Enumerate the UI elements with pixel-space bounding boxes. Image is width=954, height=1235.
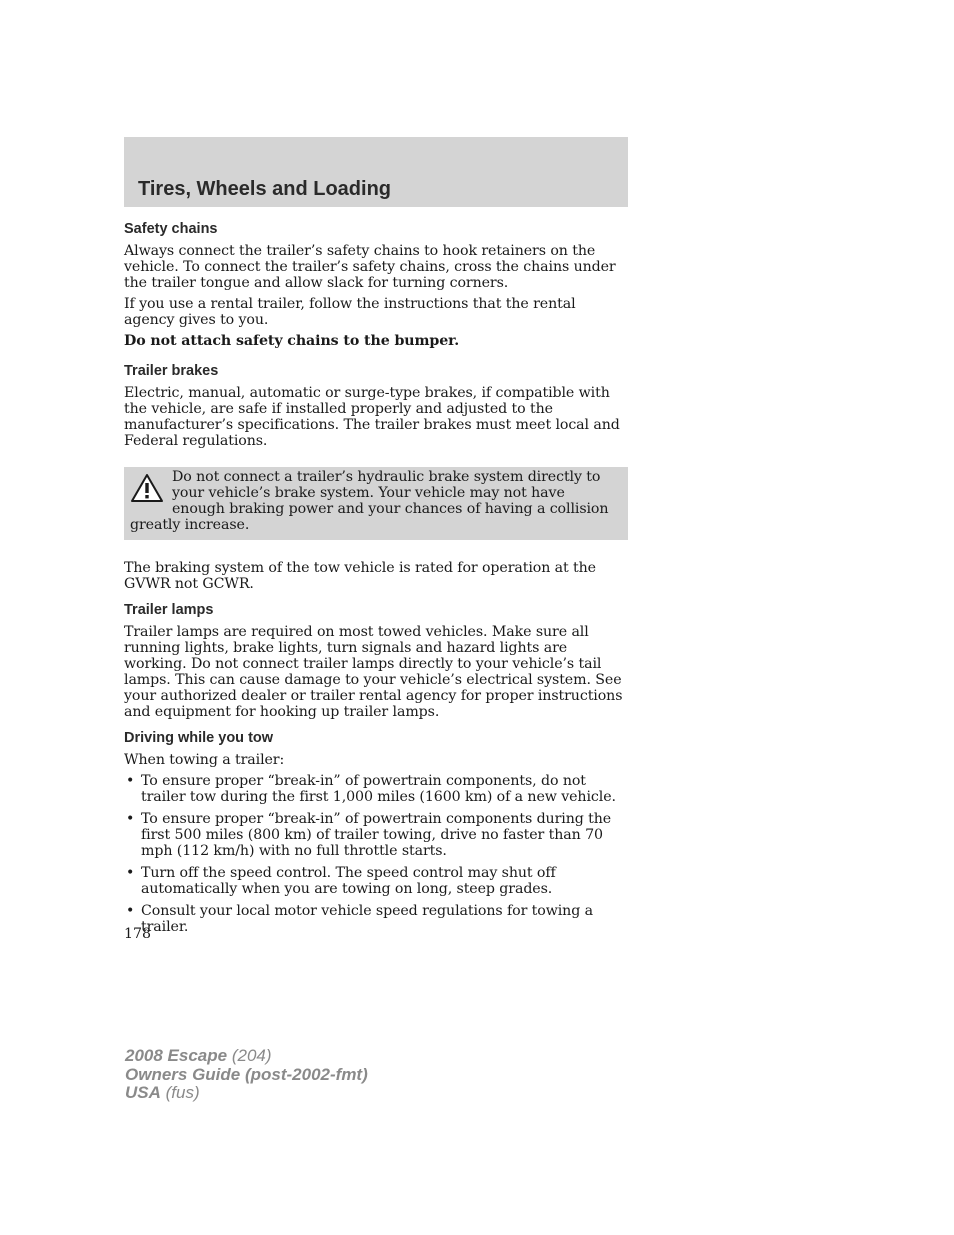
footer-line-market: USA (fus) xyxy=(125,1083,200,1102)
heading-safety-chains: Safety chains xyxy=(124,221,218,237)
bullet-glyph: • xyxy=(126,773,135,789)
paragraph: Electric, manual, automatic or surge-type brakes, if compatible with the vehicle, are safe if installed properly and adjusted to the manufacturer’s specifications. The trailer brakes must meet local and Federal regulations. xyxy=(124,385,620,449)
bullet-glyph: • xyxy=(126,903,135,919)
heading-driving-while-you-tow: Driving while you tow xyxy=(124,730,274,746)
paragraph: If you use a rental trailer, follow the instructions that the rental agency gives to you. xyxy=(124,296,576,328)
footer-line-guide: Owners Guide (post-2002-fmt) xyxy=(125,1064,368,1084)
bullet-list xyxy=(124,773,628,935)
section-header-band xyxy=(124,137,628,207)
list-item: • Consult your local motor vehicle speed regulations for towing a trailer. xyxy=(126,903,593,935)
warning-triangle-icon xyxy=(130,473,164,503)
heading-trailer-lamps: Trailer lamps xyxy=(124,602,214,618)
page-number: 178 xyxy=(124,926,152,942)
page-title: Tires, Wheels and Loading xyxy=(138,178,392,200)
bullet-glyph: • xyxy=(126,865,135,881)
paragraph: When towing a trailer: xyxy=(124,752,285,768)
paragraph: Always connect the trailer’s safety chains to hook retainers on the vehicle. To connect the trailer’s safety chains, cross the chains under the trailer tongue and allow slack for turning corners. xyxy=(124,243,616,291)
bullet-glyph: • xyxy=(126,811,135,827)
paragraph: The braking system of the tow vehicle is rated for operation at the GVWR not GCWR. xyxy=(124,560,596,592)
list-item: • To ensure proper “break-in” of powertrain components, do not trailer tow during the first 1,000 miles (1600 km) of a new vehicle. xyxy=(126,773,616,805)
section-safety-chains xyxy=(124,220,628,349)
warning-text: Do not connect a trailer’s hydraulic brake system directly to your vehicle’s brake system. Your vehicle may not have enough braking power and your chances of having a collision greatly increase. xyxy=(130,469,609,533)
document-footer xyxy=(125,1047,368,1103)
main-content xyxy=(124,220,628,944)
bold-notice: Do not attach safety chains to the bumper. xyxy=(124,333,460,349)
list-item: • Turn off the speed control. The speed control may shut off automatically when you are towing on long, steep grades. xyxy=(126,865,556,897)
section-driving-while-you-tow xyxy=(124,729,628,935)
footer-line-model: 2008 Escape (204) xyxy=(125,1046,272,1065)
section-trailer-lamps xyxy=(124,601,628,720)
section-trailer-brakes xyxy=(124,362,628,592)
list-item: • To ensure proper “break-in” of powertrain components during the first 500 miles (800 km) of trailer towing, drive no faster than 70 mph (112 km/h) with no full throttle starts. xyxy=(126,811,612,859)
paragraph: Trailer lamps are required on most towed vehicles. Make sure all running lights, brake lights, turn signals and hazard lights are working. Do not connect trailer lamps directly to your vehicle’s tail lamps. This can cause damage to your vehicle’s electrical system. See your authorized dealer or trailer rental agency for proper instructions and equipment for hooking up trailer lamps. xyxy=(124,624,623,720)
heading-trailer-brakes: Trailer brakes xyxy=(124,363,219,379)
warning-box xyxy=(124,467,628,540)
